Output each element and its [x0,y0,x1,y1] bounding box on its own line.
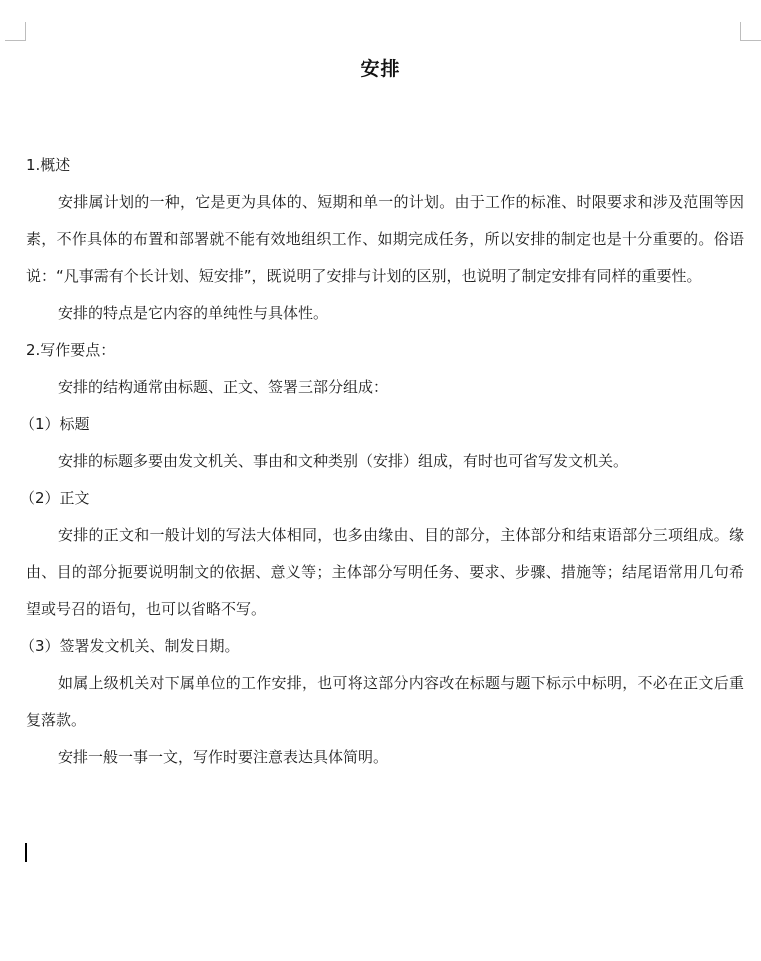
subheading-body[interactable]: （2）正文 [20,489,90,507]
text-cursor [25,843,27,862]
body-paragraph[interactable]: 安排的正文和一般计划的写法大体相同，也多由缘由、目的部分，主体部分和结束语部分三项组成。缘由、目的部分扼要说明制文的依据、意义等；主体部分写明任务、要求、步骤、措施等；结尾语常用几句希望或号召的语句，也可以省略不写。 [26,526,744,618]
body-paragraph[interactable]: 安排的结构通常由标题、正文、签署三部分组成： [58,378,389,396]
document-title[interactable]: 安排 [360,58,401,80]
subheading-title[interactable]: （1）标题 [20,415,90,433]
body-paragraph[interactable]: 安排一般一事一文，写作时要注意表达具体简明。 [58,748,389,766]
document-body[interactable] [20,147,744,776]
body-paragraph[interactable]: 安排的标题多要由发文机关、事由和文种类别（安排）组成，有时也可省写发文机关。 [58,452,629,470]
page-corner-mark-top-right [740,22,761,41]
page-corner-mark-top-left [5,22,26,41]
body-paragraph[interactable]: 安排属计划的一种，它是更为具体的、短期和单一的计划。由于工作的标准、时限要求和涉及范围等因素，不作具体的布置和部署就不能有效地组织工作、如期完成任务，所以安排的制定也是十分重要的。俗语说：“凡事需有个长计划、短安排”，既说明了安排与计划的区别，也说明了制定安排有同样的重要性。 [26,193,744,285]
subheading-signature[interactable]: （3）签署发文机关、制发日期。 [20,637,240,655]
body-paragraph[interactable]: 安排的特点是它内容的单纯性与具体性。 [58,304,329,322]
section-heading-writing-points[interactable]: 2.写作要点： [26,341,116,359]
body-paragraph[interactable]: 如属上级机关对下属单位的工作安排，也可将这部分内容改在标题与题下标示中标明，不必在正文后重复落款。 [26,674,744,729]
section-heading-overview[interactable]: 1.概述 [26,156,71,174]
